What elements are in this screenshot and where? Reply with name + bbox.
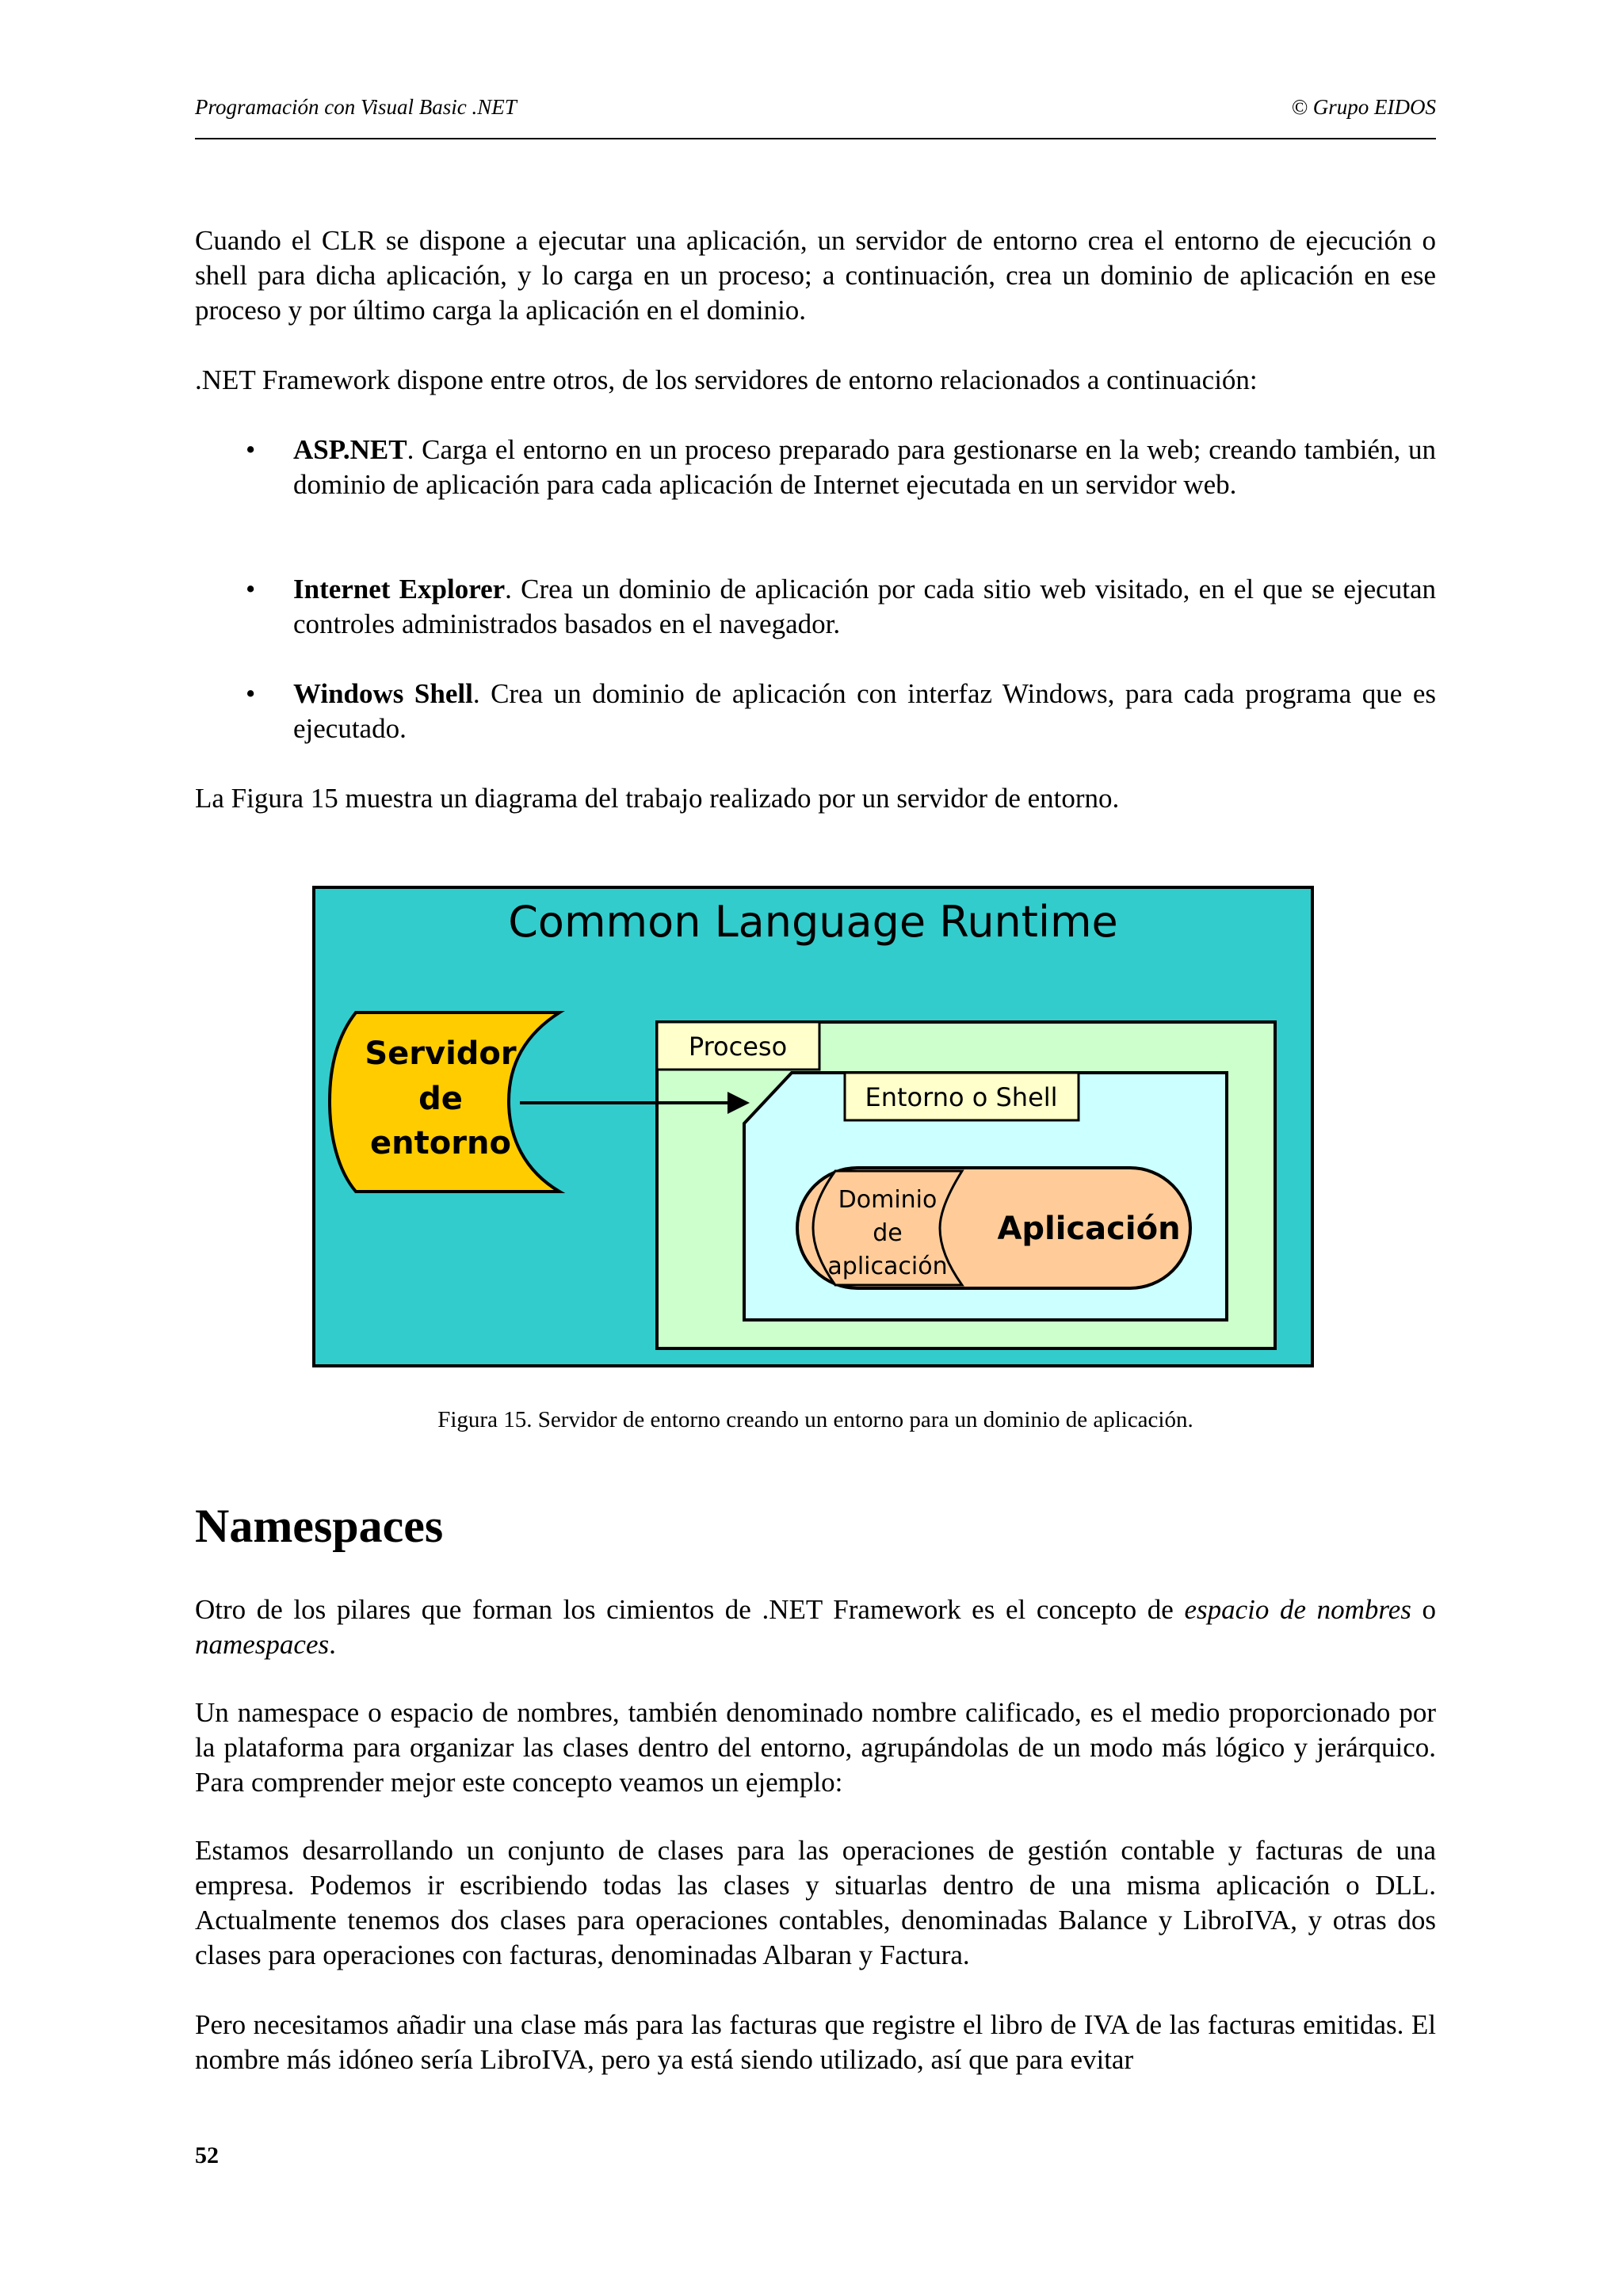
- bullet-asp-net: [293, 433, 1436, 502]
- bullet-internet-explorer: [293, 572, 1436, 642]
- bullet-text: . Crea un dominio de aplicación por cada sitio web visitado, en el que se ejecutan controles administrados basados en el navegador.: [293, 574, 1436, 639]
- bullet-text: . Carga el entorno en un proceso preparado para gestionarse en la web; creando también, un dominio de aplicación para cada aplicación de Internet ejecutada en un servidor web.: [293, 434, 1436, 500]
- server-label-line3: entorno: [370, 1125, 511, 1161]
- shell-label: Entorno o Shell: [865, 1082, 1058, 1112]
- figure-caption: Figura 15. Servidor de entorno creando un entorno para un dominio de aplicación.: [437, 1407, 1193, 1432]
- bullet-marker: •: [246, 678, 256, 709]
- paragraph-libroiva: Pero necesitamos añadir una clase más para las facturas que registre el libro de IVA de las facturas emitidas. El nombre más idóneo sería LibroIVA, pero ya está siendo utilizado, así que para evitar: [195, 2009, 1436, 2075]
- bullet-term: Internet Explorer: [293, 574, 506, 605]
- paragraph-text: o: [1411, 1594, 1436, 1625]
- domain-label-line1: Dominio: [838, 1186, 938, 1214]
- header-rule: [195, 138, 1436, 139]
- bullet-windows-shell: [293, 677, 1436, 746]
- bullet-term: Windows Shell: [293, 678, 473, 709]
- paragraph-text: Otro de los pilares que forman los cimientos de .NET Framework es el concepto de: [195, 1594, 1185, 1625]
- paragraph-text: .: [329, 1629, 336, 1660]
- clr-diagram: [312, 886, 1314, 1367]
- paragraph-servers-intro: .NET Framework dispone entre otros, de los servidores de entorno relacionados a continuación:: [195, 364, 1258, 395]
- server-label-line2: de: [418, 1081, 463, 1117]
- domain-label-line3: aplicación: [827, 1253, 948, 1280]
- emphasis-term: espacio de nombres: [1184, 1594, 1411, 1625]
- domain-label-line2: de: [873, 1219, 903, 1247]
- bullet-marker: •: [246, 574, 256, 605]
- server-label-line1: Servidor: [365, 1035, 517, 1072]
- bullet-text: . Crea un dominio de aplicación con interfaz Windows, para cada programa que es ejecutado.: [293, 678, 1436, 744]
- paragraph-namespaces-intro: [195, 1592, 1436, 1662]
- clr-title: Common Language Runtime: [508, 897, 1118, 947]
- paragraph-figure-intro: La Figura 15 muestra un diagrama del trabajo realizado por un servidor de entorno.: [195, 783, 1120, 814]
- bullet-term: ASP.NET: [293, 434, 407, 465]
- running-header-publisher: © Grupo EIDOS: [1291, 95, 1436, 119]
- process-label: Proceso: [688, 1032, 788, 1062]
- bullet-marker: •: [246, 434, 256, 465]
- page-number: 52: [195, 2142, 219, 2168]
- emphasis-term: namespaces: [195, 1629, 330, 1660]
- application-label: Aplicación: [997, 1211, 1181, 1247]
- paragraph-clr-intro: Cuando el CLR se dispone a ejecutar una aplicación, un servidor de entorno crea el entorno de ejecución o shell para dicha aplicación, y lo carga en un proceso; a continuación, crea un dominio de aplicación en ese proceso y por último carga la aplicación en el dominio.: [195, 225, 1436, 326]
- section-heading: Namespaces: [195, 1500, 444, 1552]
- paragraph-namespace-definition: Un namespace o espacio de nombres, también denominado nombre calificado, es el medio proporcionado por la plataforma para organizar las clases dentro del entorno, agrupándolas de un modo más lógico y jerárquico. Para comprender mejor este concepto veamos un ejemplo:: [195, 1697, 1436, 1798]
- paragraph-example: Estamos desarrollando un conjunto de clases para las operaciones de gestión contable y facturas de una empresa. Podemos ir escribiendo todas las clases y situarlas dentro de una misma aplicación o DLL. Actualmente tenemos dos clases para operaciones contables, denominadas Balance y LibroIVA, y otras dos clases para operaciones con facturas, denominadas Albaran y Factura.: [195, 1835, 1436, 1970]
- running-header-title: Programación con Visual Basic .NET: [195, 95, 517, 119]
